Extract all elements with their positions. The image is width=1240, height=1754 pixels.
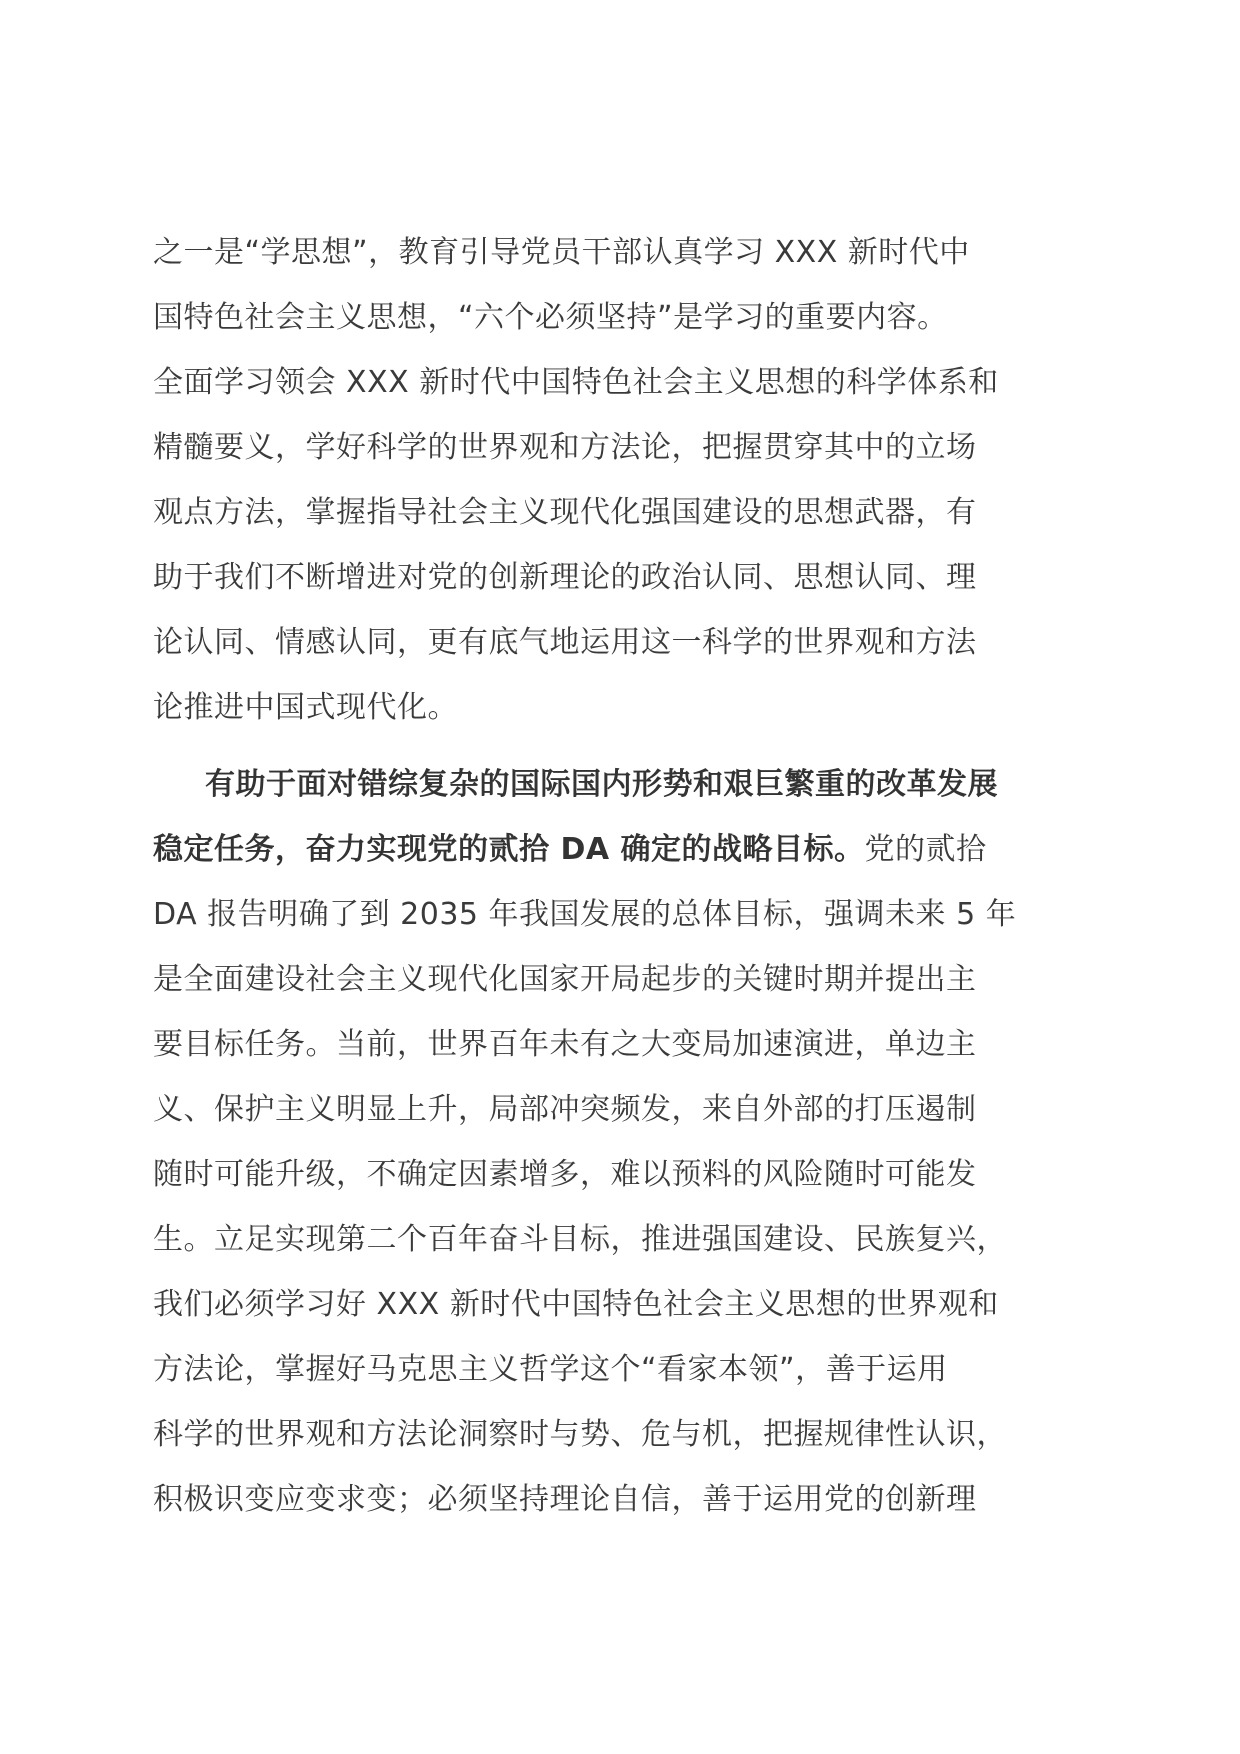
text-line: 积极识变应变求变；必须坚持理论自信，善于运用党的创新理 bbox=[153, 1482, 977, 1517]
body-text-run: 党的贰拾 bbox=[864, 832, 987, 867]
text-line: 义、保护主义明显上升，局部冲突频发，来自外部的打压遏制 bbox=[153, 1092, 977, 1127]
text-line: 精髓要义，学好科学的世界观和方法论，把握贯穿其中的立场 bbox=[153, 430, 977, 465]
paragraph-2 bbox=[153, 752, 1115, 1532]
text-line: 随时可能升级，不确定因素增多，难以预料的风险随时可能发 bbox=[153, 1157, 977, 1192]
text-line: 要目标任务。当前，世界百年未有之大变局加速演进，单边主 bbox=[153, 1027, 977, 1062]
text-line: 生。立足实现第二个百年奋斗目标，推进强国建设、民族复兴， bbox=[153, 1222, 1007, 1257]
text-line: 观点方法，掌握指导社会主义现代化强国建设的思想武器，有 bbox=[153, 495, 977, 530]
text-line: 我们必须学习好 XXX 新时代中国特色社会主义思想的世界观和 bbox=[153, 1287, 999, 1322]
text-line: 全面学习领会 XXX 新时代中国特色社会主义思想的科学体系和 bbox=[153, 365, 999, 400]
text-line: 是全面建设社会主义现代化国家开局起步的关键时期并提出主 bbox=[153, 962, 977, 997]
text-line: 论认同、情感认同，更有底气地运用这一科学的世界观和方法 bbox=[153, 625, 977, 660]
text-line: 助于我们不断增进对党的创新理论的政治认同、思想认同、理 bbox=[153, 560, 977, 595]
text-line: 论推进中国式现代化。 bbox=[153, 690, 458, 725]
text-line: 科学的世界观和方法论洞察时与势、危与机，把握规律性认识， bbox=[153, 1417, 1007, 1452]
text-line: 方法论，掌握好马克思主义哲学这个“看家本领”，善于运用 bbox=[153, 1352, 948, 1387]
text-line: 国特色社会主义思想，“六个必须坚持”是学习的重要内容。 bbox=[153, 300, 948, 335]
document-body bbox=[153, 220, 1115, 1532]
paragraph-spacer bbox=[153, 740, 1115, 752]
text-line bbox=[153, 817, 1115, 882]
text-line: 之一是“学思想”，教育引导党员干部认真学习 XXX 新时代中 bbox=[153, 235, 970, 270]
bold-heading-line: 稳定任务，奋力实现党的贰拾 DA 确定的战略目标。 bbox=[153, 832, 865, 867]
text-line: DA 报告明确了到 2035 年我国发展的总体目标，强调未来 5 年 bbox=[153, 897, 1017, 932]
paragraph-1 bbox=[153, 220, 1115, 740]
bold-heading-line: 有助于面对错综复杂的国际国内形势和艰巨繁重的改革发展 bbox=[205, 767, 998, 802]
text-line bbox=[153, 752, 1115, 817]
